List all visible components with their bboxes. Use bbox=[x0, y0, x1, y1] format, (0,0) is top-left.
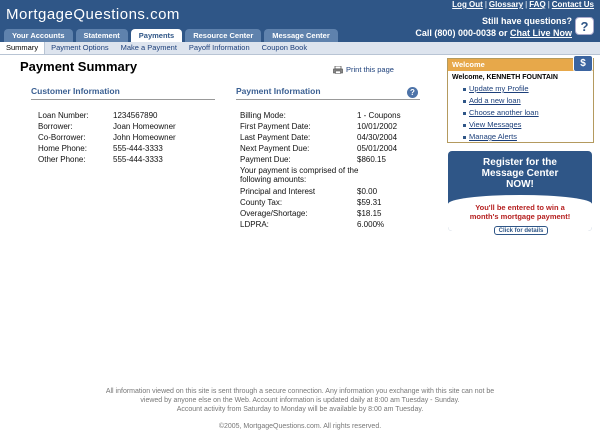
subtab-summary[interactable]: Summary bbox=[0, 42, 45, 54]
payment-due-label: Payment Due: bbox=[240, 155, 291, 164]
help-icon[interactable]: ? bbox=[407, 87, 418, 98]
update-profile-link[interactable]: Update my Profile bbox=[469, 84, 529, 93]
register-title-line1: Register for the bbox=[483, 157, 557, 168]
glossary-link[interactable]: Glossary bbox=[488, 0, 524, 9]
subtab-payoff-information[interactable]: Payoff Information bbox=[188, 43, 250, 52]
overage-shortage-value: $18.15 bbox=[357, 209, 382, 218]
print-label[interactable]: Print this page bbox=[346, 65, 394, 74]
co-borrower-value: John Homeowner bbox=[113, 133, 176, 142]
subtab-payment-options[interactable]: Payment Options bbox=[51, 43, 109, 52]
next-payment-due-value: 05/01/2004 bbox=[357, 144, 398, 153]
other-phone-value: 555-444-3333 bbox=[113, 155, 163, 164]
logout-link[interactable]: Log Out bbox=[452, 0, 483, 9]
site-header bbox=[0, 0, 600, 42]
tab-message-center[interactable]: Message Center bbox=[264, 29, 338, 42]
overage-shortage-label: Overage/Shortage: bbox=[240, 209, 308, 218]
subtab-coupon-book[interactable]: Coupon Book bbox=[261, 43, 308, 52]
loan-number-label: Loan Number: bbox=[38, 111, 89, 120]
view-messages-link[interactable]: View Messages bbox=[469, 120, 522, 129]
welcome-bar: Welcome bbox=[448, 59, 593, 71]
register-subtitle bbox=[448, 203, 592, 221]
comprised-text-line1: Your payment is comprised of the bbox=[240, 166, 359, 175]
county-tax-value: $59.31 bbox=[357, 198, 382, 207]
payment-info-heading: Payment Information bbox=[236, 86, 321, 96]
principal-interest-value: $0.00 bbox=[357, 187, 378, 196]
click-for-details-button[interactable]: Click for details bbox=[494, 226, 548, 235]
first-payment-date-label: First Payment Date: bbox=[240, 122, 311, 131]
choose-loan-link[interactable]: Choose another loan bbox=[469, 108, 539, 117]
borrower-value: Joan Homeowner bbox=[113, 122, 176, 131]
page-title: Payment Summary bbox=[20, 59, 138, 74]
other-phone-label: Other Phone: bbox=[38, 155, 86, 164]
top-links: Log Out | Glossary | FAQ | Contact Us bbox=[452, 0, 594, 9]
payment-due-value: $860.15 bbox=[357, 155, 386, 164]
principal-interest-label: Principal and Interest bbox=[240, 187, 316, 196]
tab-your-accounts[interactable]: Your Accounts bbox=[4, 29, 73, 42]
still-have-questions: Still have questions? bbox=[481, 16, 572, 26]
register-subtitle-line2: month's mortgage payment! bbox=[469, 212, 571, 221]
site-logo[interactable]: MortgageQuestions.com bbox=[6, 6, 180, 23]
ldpra-value: 6.000% bbox=[357, 220, 385, 229]
bullet-icon bbox=[463, 88, 466, 91]
bullet-icon bbox=[463, 100, 466, 103]
chat-live-link[interactable]: Chat Live Now bbox=[509, 28, 572, 38]
phone-text: Call (800) 000-0038 or bbox=[415, 28, 510, 38]
divider bbox=[31, 99, 215, 100]
add-loan-link[interactable]: Add a new loan bbox=[469, 96, 521, 105]
register-title-line2: Message Center bbox=[481, 168, 559, 179]
print-link[interactable] bbox=[333, 65, 394, 74]
bullet-icon bbox=[463, 136, 466, 139]
printer-icon bbox=[333, 66, 343, 74]
comprised-text-line2: following amounts: bbox=[240, 175, 307, 184]
last-payment-date-value: 04/30/2004 bbox=[357, 133, 398, 142]
tab-resource-center[interactable]: Resource Center bbox=[185, 29, 261, 42]
main-tabs bbox=[4, 29, 338, 42]
billing-mode-value: 1 - Coupons bbox=[357, 111, 401, 120]
loan-number-value: 1234567890 bbox=[113, 111, 158, 120]
help-icon[interactable]: ? bbox=[575, 17, 594, 35]
register-title bbox=[448, 157, 592, 190]
register-title-line3: NOW! bbox=[506, 179, 534, 190]
footer-line3: Account activity from Saturday to Monday will be available by 8:00 am Tuesday. bbox=[176, 406, 424, 413]
last-payment-date-label: Last Payment Date: bbox=[240, 133, 311, 142]
faq-link[interactable]: FAQ bbox=[529, 0, 546, 9]
borrower-label: Borrower: bbox=[38, 122, 73, 131]
contact-us-link[interactable]: Contact Us bbox=[551, 0, 594, 9]
first-payment-date-value: 10/01/2002 bbox=[357, 122, 398, 131]
divider bbox=[236, 99, 420, 100]
welcome-box bbox=[447, 58, 594, 143]
footer-line2: viewed by anyone else on the Web. Account information is updated daily at 8:00 am Tuesday - Sunday. bbox=[140, 397, 460, 404]
sub-nav bbox=[0, 42, 600, 55]
footer-line1: All information viewed on this site is sent through a secure connection. Any information you exchange with this site can not be bbox=[105, 388, 495, 395]
co-borrower-label: Co-Borrower: bbox=[38, 133, 86, 142]
subtab-make-a-payment[interactable]: Make a Payment bbox=[120, 43, 177, 52]
copyright: ©2005, MortgageQuestions.com. All rights reserved. bbox=[218, 423, 382, 430]
next-payment-due-label: Next Payment Due: bbox=[240, 144, 310, 153]
home-phone-label: Home Phone: bbox=[38, 144, 87, 153]
phone-line bbox=[415, 28, 572, 38]
home-phone-value: 555-444-3333 bbox=[113, 144, 163, 153]
tab-statement[interactable]: Statement bbox=[76, 29, 128, 42]
manage-alerts-link[interactable]: Manage Alerts bbox=[469, 132, 517, 141]
tab-payments[interactable]: Payments bbox=[131, 29, 182, 42]
customer-info-heading: Customer Information bbox=[31, 86, 120, 96]
billing-mode-label: Billing Mode: bbox=[240, 111, 286, 120]
welcome-name: Welcome, KENNETH FOUNTAIN bbox=[452, 74, 558, 81]
footer-notice bbox=[80, 387, 520, 414]
county-tax-label: County Tax: bbox=[240, 198, 283, 207]
ldpra-label: LDPRA: bbox=[240, 220, 269, 229]
register-promo[interactable] bbox=[448, 151, 592, 231]
dollar-icon: $ bbox=[573, 55, 593, 72]
register-subtitle-line1: You'll be entered to win a bbox=[475, 203, 565, 212]
bullet-icon bbox=[463, 124, 466, 127]
bullet-icon bbox=[463, 112, 466, 115]
